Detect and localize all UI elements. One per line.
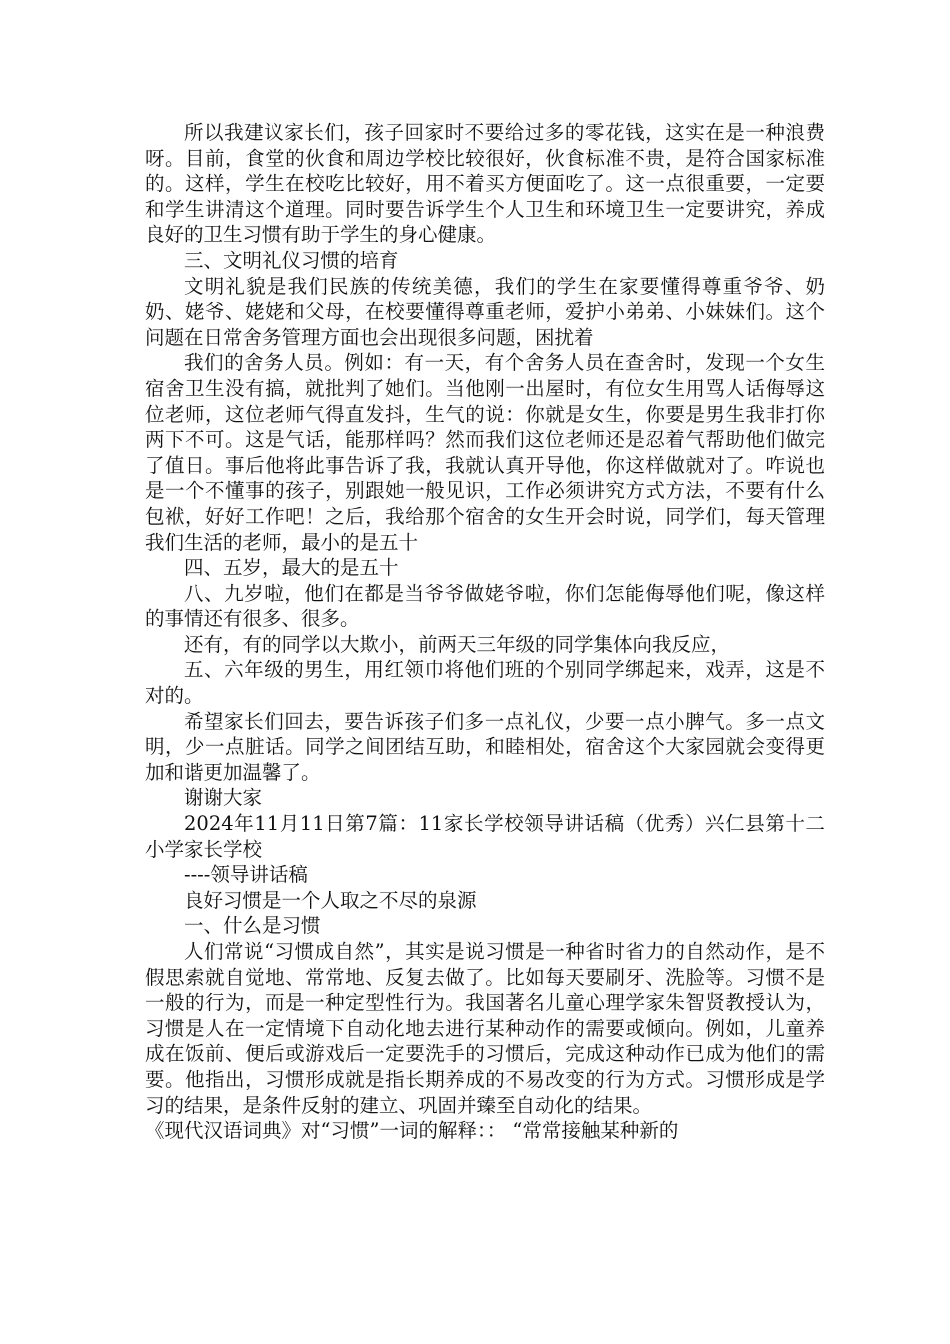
paragraph-habit-definition: 人们常说“习惯成自然”，其实是说习惯是一种省时省力的自然动作，是不假思索就自觉地、常常地、反复去做了。比如每天要刷牙、洗脸等。习惯不是一般的行为，而是一种定型性行为。我国著名儿童心理学家朱智贤教授认为，习惯是人在一定情境下自动化地去进行某种动作的需要或倾向。例如，儿童养成在饭前、便后或游戏后一定要洗手的习惯后，完成这种动作已成为他们的需要。他指出，习惯形成就是指长期养成的不易改变的行为方式。习惯形成是学习的结果，是条件反射的建立、巩固并臻至自动化的结果。	[145, 940, 825, 1117]
paragraph-article-title: 2024年11月11日第7篇：11家长学校领导讲话稿（优秀）兴仁县第十二小学家长学校	[145, 812, 825, 861]
paragraph-dorm-incident: 我们的舍务人员。例如：有一天，有个舍务人员在查舍时，发现一个女生宿舍卫生没有搞，就批判了她们。当他刚一出屋时，有位女生用骂人话侮辱这位老师，这位老师气得直发抖，生气的说：你就是女生，你要是男生我非打你两下不可。这是气话，能那样吗？然而我们这位老师还是忍着气帮助他们做完了值日。事后他将此事告诉了我，我就认真开导他，你这样做就对了。咋说也是一个不懂事的孩子，别跟她一般见识，工作必须讲究方式方法，不要有什么包袱，好好工作吧！之后，我给那个宿舍的女生开会时说，同学们，每天管理我们生活的老师，最小的是五十	[145, 351, 825, 554]
paragraph-speech-subtitle: ----领导讲话稿	[184, 863, 308, 887]
paragraph-grandparents: 八、九岁啦，他们在都是当爷爷做姥爷啦，你们怎能侮辱他们呢，像这样的事情还有很多、很多。	[145, 581, 825, 631]
heading-etiquette-habits: 三、文明礼仪习惯的培育	[184, 248, 399, 272]
heading-what-is-habit: 一、什么是习惯	[184, 914, 321, 938]
paragraph-habit-source: 良好习惯是一个人取之不尽的泉源	[184, 888, 477, 912]
paragraph-courtesy: 文明礼貌是我们民族的传统美德，我们的学生在家要懂得尊重爷爷、奶奶、姥爷、姥姥和父母，在校要懂得尊重老师，爱护小弟弟、小妹妹们。这个问题在日常舍务管理方面也会出现很多问题，困扰着	[145, 274, 825, 349]
paragraph-thanks: 谢谢大家	[184, 786, 263, 810]
paragraph-hope-parents: 希望家长们回去，要告诉孩子们多一点礼仪，少要一点小脾气。多一点文明，少一点脏话。同学之间团结互助，和睦相处，宿舍这个大家园就会变得更加和谐更加温馨了。	[145, 709, 825, 784]
document-page	[145, 120, 825, 1144]
paragraph-age-range: 四、五岁，最大的是五十	[184, 556, 399, 580]
paragraph-red-scarf: 五、六年级的男生，用红领巾将他们班的个别同学绑起来，戏弄，这是不对的。	[145, 658, 825, 708]
paragraph-pocket-money: 所以我建议家长们，孩子回家时不要给过多的零花钱，这实在是一种浪费呀。目前，食堂的伙食和周边学校比较很好，伙食标准不贵，是符合国家标准的。这样，学生在校吃比较好，用不着买方便面吃了。这一点很重要，一定要和学生讲清这个道理。同时要告诉学生个人卫生和环境卫生一定要讲究，养成良好的卫生习惯有助于学生的身心健康。	[145, 121, 825, 247]
paragraph-dictionary: 《现代汉语词典》对“习惯”一词的解释：： “常常接触某种新的	[145, 1119, 679, 1143]
paragraph-bullying: 还有，有的同学以大欺小，前两天三年级的同学集体向我反应，	[184, 632, 731, 656]
